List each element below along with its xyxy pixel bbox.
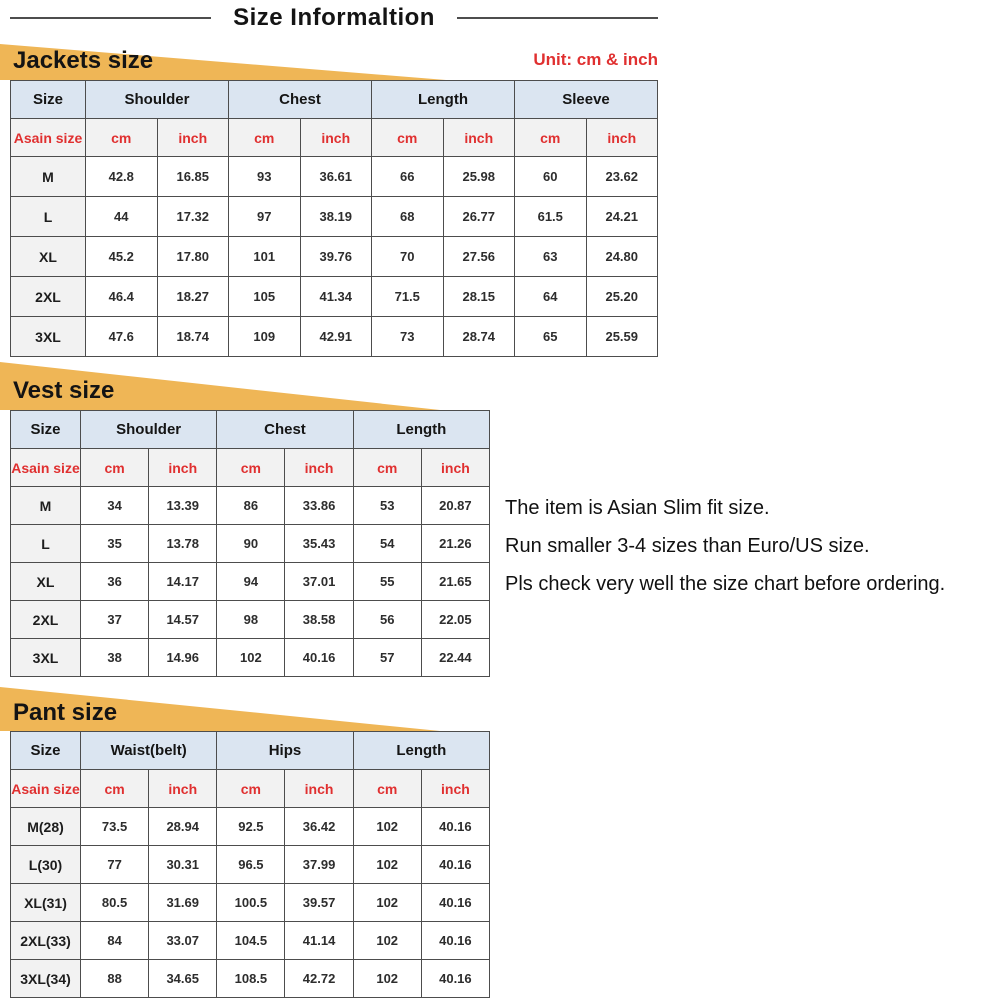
value-cell: 104.5 bbox=[217, 922, 285, 960]
column-header: Sleeve bbox=[515, 81, 658, 119]
table-row bbox=[11, 639, 490, 677]
size-cell: XL bbox=[11, 237, 86, 277]
value-cell: 22.44 bbox=[421, 639, 489, 677]
value-cell: 42.72 bbox=[285, 960, 353, 998]
column-header: Shoulder bbox=[86, 81, 229, 119]
column-header: Length bbox=[353, 411, 489, 449]
note-line-2: Run smaller 3-4 sizes than Euro/US size. bbox=[505, 535, 870, 557]
unit-label: Unit: cm & inch bbox=[533, 50, 658, 69]
value-cell: 41.14 bbox=[285, 922, 353, 960]
column-header: Chest bbox=[229, 81, 372, 119]
value-cell: 24.80 bbox=[586, 237, 658, 277]
value-cell: 60 bbox=[515, 157, 587, 197]
value-cell: 40.16 bbox=[421, 846, 489, 884]
table-row bbox=[11, 317, 658, 357]
size-cell: 3XL(34) bbox=[11, 960, 81, 998]
value-cell: 65 bbox=[515, 317, 587, 357]
value-cell: 25.20 bbox=[586, 277, 658, 317]
value-cell: 40.16 bbox=[421, 960, 489, 998]
value-cell: 18.74 bbox=[157, 317, 229, 357]
value-cell: 71.5 bbox=[372, 277, 444, 317]
size-cell: XL bbox=[11, 563, 81, 601]
value-cell: 20.87 bbox=[421, 487, 489, 525]
value-cell: 102 bbox=[353, 884, 421, 922]
size-cell: 3XL bbox=[11, 317, 86, 357]
value-cell: 14.17 bbox=[149, 563, 217, 601]
value-cell: 42.91 bbox=[300, 317, 372, 357]
value-cell: 102 bbox=[353, 922, 421, 960]
value-cell: 25.98 bbox=[443, 157, 515, 197]
value-cell: 28.15 bbox=[443, 277, 515, 317]
value-cell: 102 bbox=[217, 639, 285, 677]
value-cell: 77 bbox=[81, 846, 149, 884]
value-cell: 44 bbox=[86, 197, 158, 237]
unit-header: inch bbox=[300, 119, 372, 157]
value-cell: 92.5 bbox=[217, 808, 285, 846]
value-cell: 96.5 bbox=[217, 846, 285, 884]
jackets-header-row bbox=[11, 81, 658, 119]
title-right-rule bbox=[457, 17, 658, 19]
value-cell: 98 bbox=[217, 601, 285, 639]
asian-size-label: Asain size bbox=[11, 770, 81, 808]
value-cell: 80.5 bbox=[81, 884, 149, 922]
value-cell: 13.78 bbox=[149, 525, 217, 563]
value-cell: 36 bbox=[81, 563, 149, 601]
unit-header: inch bbox=[157, 119, 229, 157]
unit-header: cm bbox=[217, 770, 285, 808]
size-cell: 2XL bbox=[11, 601, 81, 639]
value-cell: 88 bbox=[81, 960, 149, 998]
value-cell: 37.99 bbox=[285, 846, 353, 884]
value-cell: 73 bbox=[372, 317, 444, 357]
value-cell: 21.26 bbox=[421, 525, 489, 563]
pant-heading: Pant size bbox=[13, 699, 118, 726]
table-row bbox=[11, 157, 658, 197]
value-cell: 14.57 bbox=[149, 601, 217, 639]
asian-size-label: Asain size bbox=[11, 119, 86, 157]
size-cell: M bbox=[11, 487, 81, 525]
size-cell: M bbox=[11, 157, 86, 197]
value-cell: 30.31 bbox=[149, 846, 217, 884]
value-cell: 108.5 bbox=[217, 960, 285, 998]
value-cell: 70 bbox=[372, 237, 444, 277]
table-row bbox=[11, 487, 490, 525]
value-cell: 61.5 bbox=[515, 197, 587, 237]
value-cell: 16.85 bbox=[157, 157, 229, 197]
column-header: Shoulder bbox=[81, 411, 217, 449]
value-cell: 105 bbox=[229, 277, 301, 317]
value-cell: 14.96 bbox=[149, 639, 217, 677]
unit-header: inch bbox=[285, 449, 353, 487]
value-cell: 31.69 bbox=[149, 884, 217, 922]
value-cell: 23.62 bbox=[586, 157, 658, 197]
unit-header: inch bbox=[421, 449, 489, 487]
pant-size-table bbox=[10, 731, 490, 998]
unit-header: inch bbox=[149, 770, 217, 808]
value-cell: 35 bbox=[81, 525, 149, 563]
unit-header: cm bbox=[353, 770, 421, 808]
value-cell: 86 bbox=[217, 487, 285, 525]
value-cell: 46.4 bbox=[86, 277, 158, 317]
vest-size-table bbox=[10, 410, 490, 677]
value-cell: 36.61 bbox=[300, 157, 372, 197]
column-header: Size bbox=[11, 81, 86, 119]
size-cell: L bbox=[11, 197, 86, 237]
value-cell: 40.16 bbox=[421, 884, 489, 922]
value-cell: 64 bbox=[515, 277, 587, 317]
column-header: Size bbox=[11, 411, 81, 449]
column-header: Waist(belt) bbox=[81, 732, 217, 770]
unit-header: cm bbox=[353, 449, 421, 487]
value-cell: 17.32 bbox=[157, 197, 229, 237]
unit-header: cm bbox=[81, 770, 149, 808]
unit-header: inch bbox=[149, 449, 217, 487]
table-row bbox=[11, 197, 658, 237]
table-row bbox=[11, 563, 490, 601]
jackets-heading: Jackets size bbox=[13, 47, 154, 74]
value-cell: 39.76 bbox=[300, 237, 372, 277]
value-cell: 28.74 bbox=[443, 317, 515, 357]
value-cell: 102 bbox=[353, 846, 421, 884]
size-cell: 3XL bbox=[11, 639, 81, 677]
value-cell: 28.94 bbox=[149, 808, 217, 846]
size-cell: 2XL(33) bbox=[11, 922, 81, 960]
value-cell: 84 bbox=[81, 922, 149, 960]
value-cell: 55 bbox=[353, 563, 421, 601]
value-cell: 36.42 bbox=[285, 808, 353, 846]
pant-unit-row bbox=[11, 770, 490, 808]
size-cell: M(28) bbox=[11, 808, 81, 846]
value-cell: 37.01 bbox=[285, 563, 353, 601]
value-cell: 42.8 bbox=[86, 157, 158, 197]
unit-header: cm bbox=[515, 119, 587, 157]
value-cell: 38.58 bbox=[285, 601, 353, 639]
column-header: Size bbox=[11, 732, 81, 770]
column-header: Hips bbox=[217, 732, 353, 770]
value-cell: 40.16 bbox=[421, 808, 489, 846]
table-row bbox=[11, 884, 490, 922]
unit-header: cm bbox=[229, 119, 301, 157]
value-cell: 73.5 bbox=[81, 808, 149, 846]
value-cell: 35.43 bbox=[285, 525, 353, 563]
value-cell: 25.59 bbox=[586, 317, 658, 357]
size-cell: 2XL bbox=[11, 277, 86, 317]
value-cell: 102 bbox=[353, 808, 421, 846]
value-cell: 37 bbox=[81, 601, 149, 639]
pant-header-row bbox=[11, 732, 490, 770]
table-row bbox=[11, 846, 490, 884]
value-cell: 54 bbox=[353, 525, 421, 563]
value-cell: 47.6 bbox=[86, 317, 158, 357]
value-cell: 33.07 bbox=[149, 922, 217, 960]
value-cell: 34 bbox=[81, 487, 149, 525]
table-row bbox=[11, 601, 490, 639]
value-cell: 34.65 bbox=[149, 960, 217, 998]
value-cell: 24.21 bbox=[586, 197, 658, 237]
table-row bbox=[11, 237, 658, 277]
value-cell: 22.05 bbox=[421, 601, 489, 639]
value-cell: 21.65 bbox=[421, 563, 489, 601]
note-line-1: The item is Asian Slim fit size. bbox=[505, 497, 770, 519]
table-row bbox=[11, 525, 490, 563]
value-cell: 53 bbox=[353, 487, 421, 525]
value-cell: 94 bbox=[217, 563, 285, 601]
value-cell: 90 bbox=[217, 525, 285, 563]
value-cell: 100.5 bbox=[217, 884, 285, 922]
value-cell: 57 bbox=[353, 639, 421, 677]
value-cell: 93 bbox=[229, 157, 301, 197]
value-cell: 40.16 bbox=[285, 639, 353, 677]
value-cell: 39.57 bbox=[285, 884, 353, 922]
page-title-row bbox=[10, 4, 658, 32]
size-cell: L(30) bbox=[11, 846, 81, 884]
column-header: Chest bbox=[217, 411, 353, 449]
value-cell: 66 bbox=[372, 157, 444, 197]
unit-header: cm bbox=[217, 449, 285, 487]
column-header: Length bbox=[353, 732, 489, 770]
unit-header: inch bbox=[285, 770, 353, 808]
value-cell: 45.2 bbox=[86, 237, 158, 277]
unit-header: inch bbox=[421, 770, 489, 808]
unit-header: cm bbox=[372, 119, 444, 157]
value-cell: 17.80 bbox=[157, 237, 229, 277]
value-cell: 26.77 bbox=[443, 197, 515, 237]
size-notes bbox=[505, 497, 1000, 611]
value-cell: 41.34 bbox=[300, 277, 372, 317]
value-cell: 38 bbox=[81, 639, 149, 677]
table-row bbox=[11, 960, 490, 998]
vest-header-row bbox=[11, 411, 490, 449]
value-cell: 27.56 bbox=[443, 237, 515, 277]
value-cell: 40.16 bbox=[421, 922, 489, 960]
vest-heading: Vest size bbox=[13, 377, 115, 404]
size-cell: XL(31) bbox=[11, 884, 81, 922]
asian-size-label: Asain size bbox=[11, 449, 81, 487]
title-left-rule bbox=[10, 17, 211, 19]
table-row bbox=[11, 922, 490, 960]
note-line-3: Pls check very well the size chart before ordering. bbox=[505, 573, 946, 595]
size-cell: L bbox=[11, 525, 81, 563]
value-cell: 56 bbox=[353, 601, 421, 639]
unit-header: cm bbox=[81, 449, 149, 487]
jackets-size-table bbox=[10, 80, 658, 357]
column-header: Length bbox=[372, 81, 515, 119]
vest-unit-row bbox=[11, 449, 490, 487]
table-row bbox=[11, 277, 658, 317]
unit-header: inch bbox=[443, 119, 515, 157]
value-cell: 33.86 bbox=[285, 487, 353, 525]
value-cell: 38.19 bbox=[300, 197, 372, 237]
value-cell: 101 bbox=[229, 237, 301, 277]
unit-header: cm bbox=[86, 119, 158, 157]
value-cell: 63 bbox=[515, 237, 587, 277]
jackets-unit-row bbox=[11, 119, 658, 157]
value-cell: 109 bbox=[229, 317, 301, 357]
page-title: Size Informaltion bbox=[233, 4, 435, 31]
value-cell: 102 bbox=[353, 960, 421, 998]
unit-header: inch bbox=[586, 119, 658, 157]
value-cell: 68 bbox=[372, 197, 444, 237]
value-cell: 13.39 bbox=[149, 487, 217, 525]
value-cell: 18.27 bbox=[157, 277, 229, 317]
table-row bbox=[11, 808, 490, 846]
value-cell: 97 bbox=[229, 197, 301, 237]
